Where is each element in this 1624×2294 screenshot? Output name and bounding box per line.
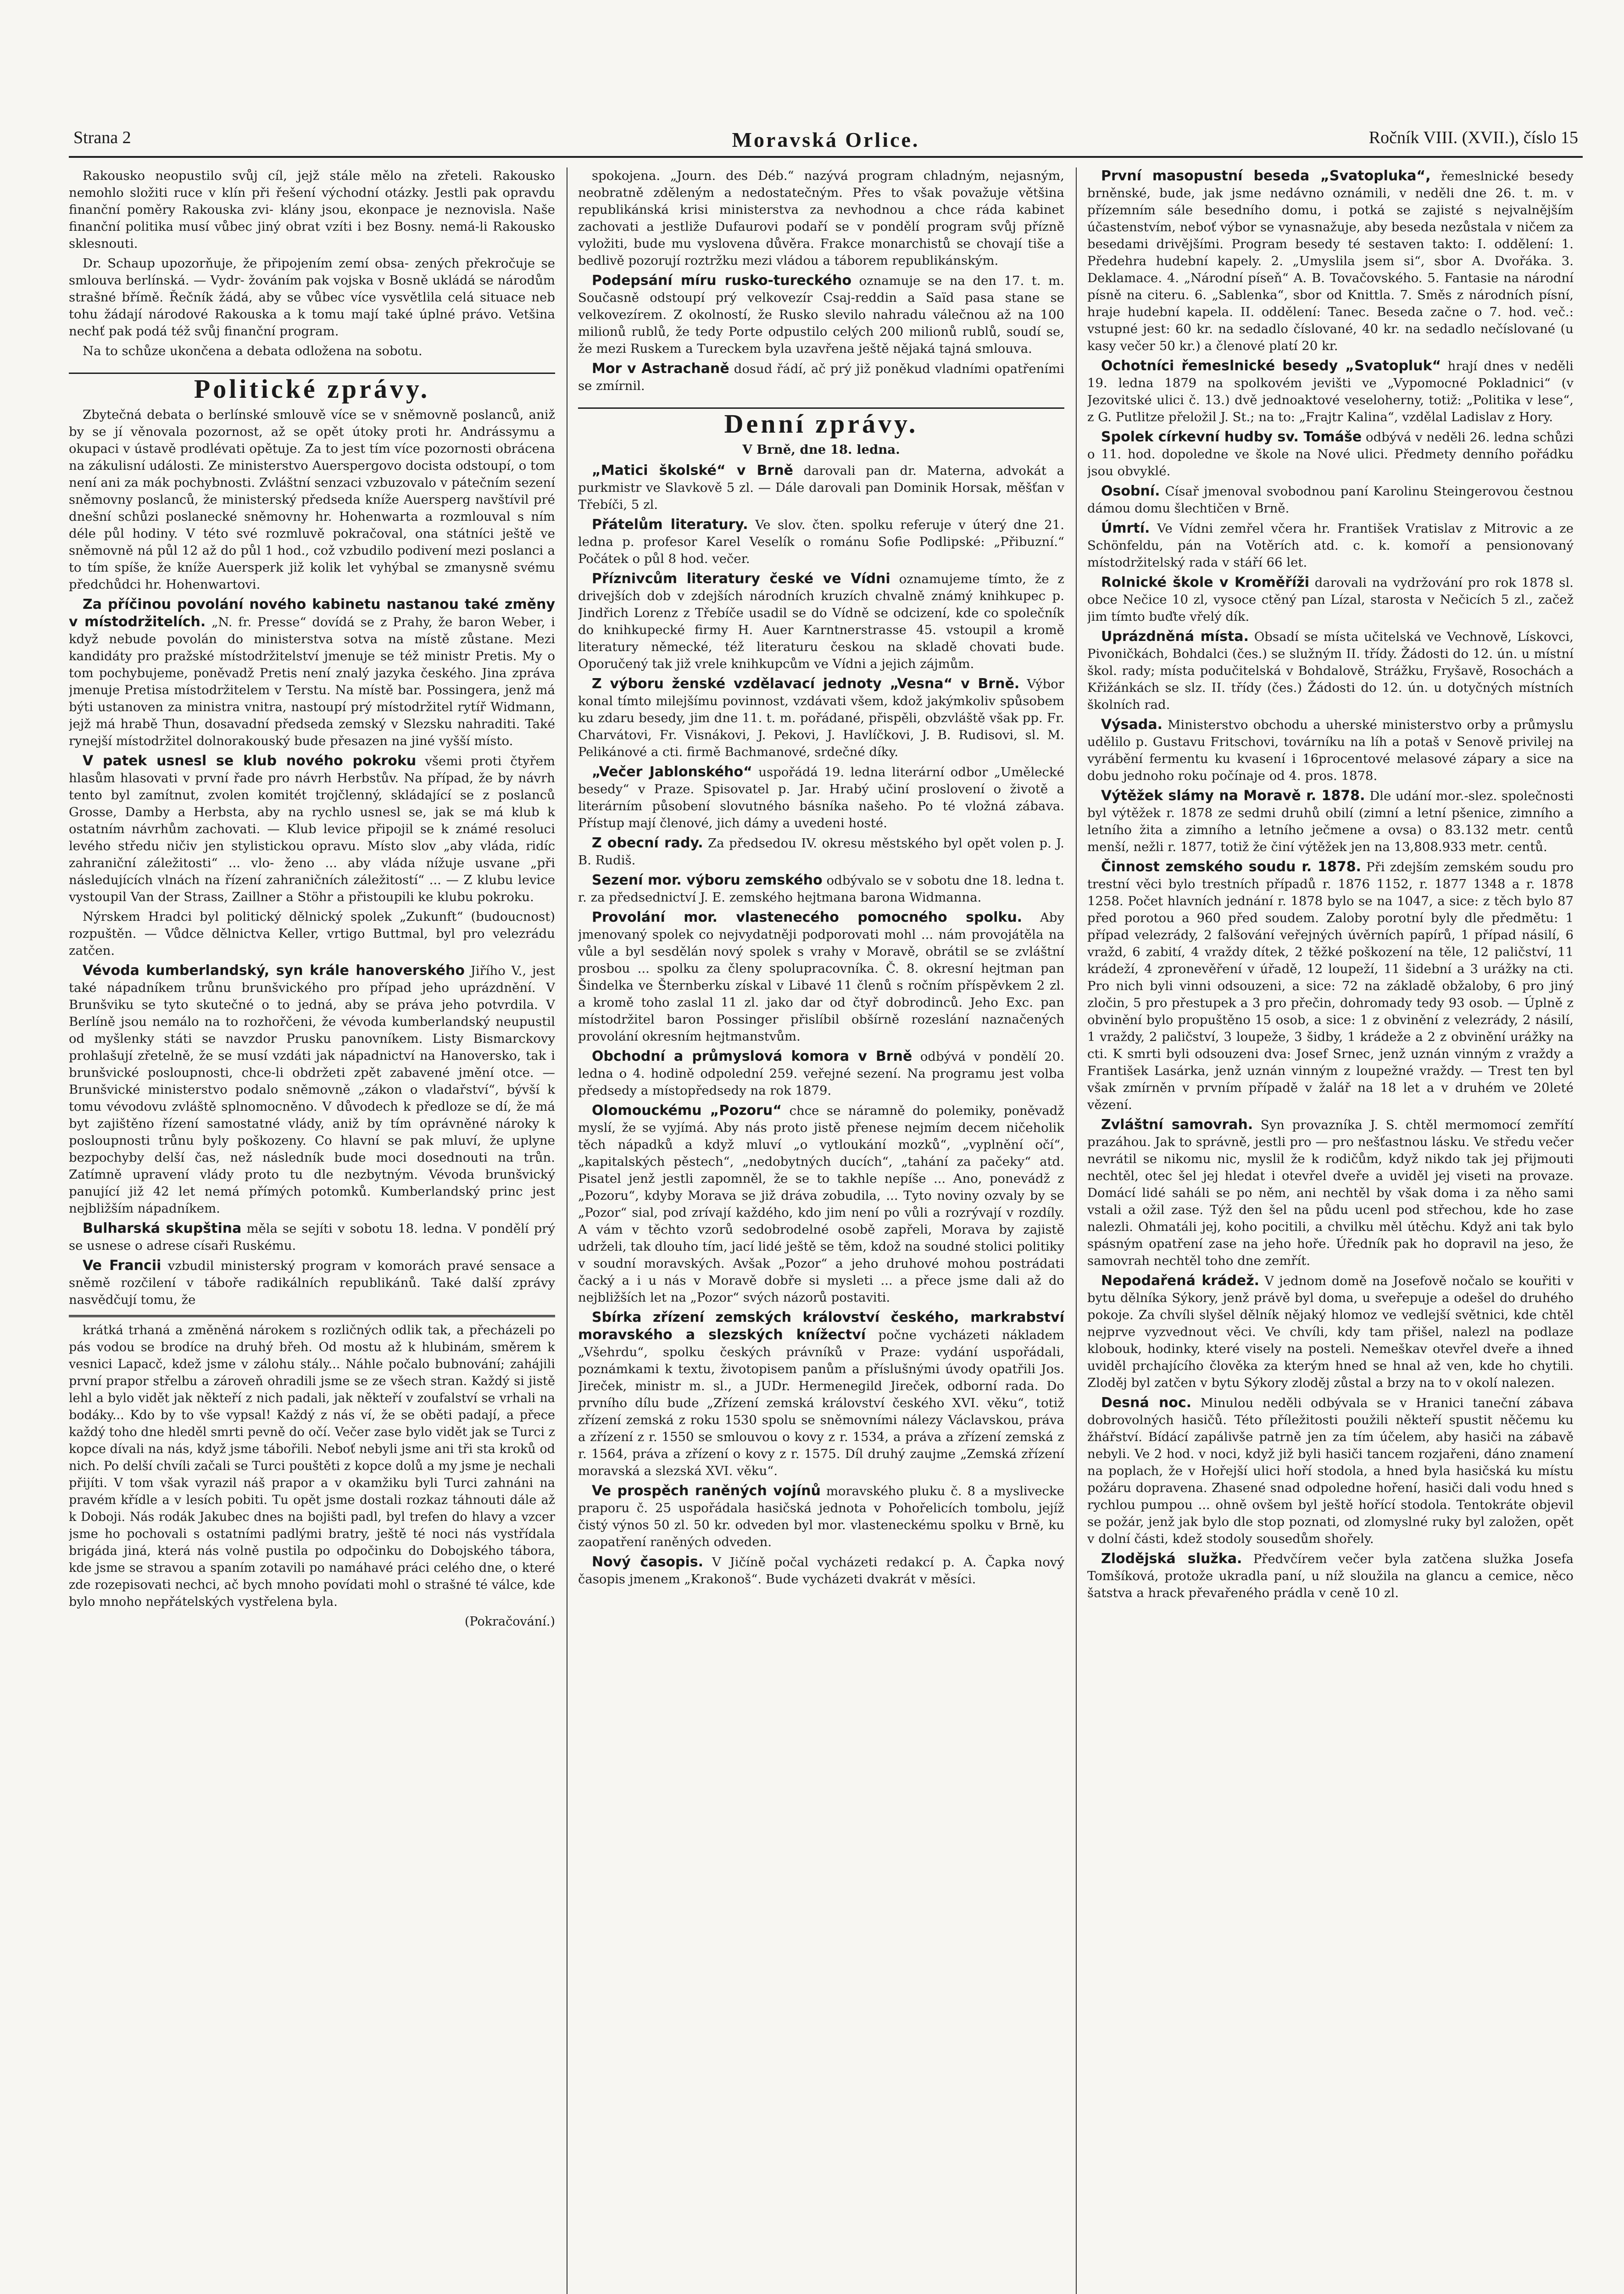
article [578, 1309, 1064, 1480]
column-3 [1087, 167, 1574, 2294]
article-headline: Úmrtí. [1101, 520, 1150, 536]
article [1087, 716, 1574, 785]
article [578, 1102, 1064, 1306]
article-headline: Ve Francii [83, 1258, 161, 1274]
article-headline: Činnost zemského soudu r. 1878. [1101, 859, 1362, 875]
article [1087, 1550, 1574, 1602]
article-text: uspořádá 19. ledna literární odbor „Umělecké besedy“ v Praze. Spisovatel p. Jar. Hrabý učiní proslovení o životě a literárním působení slovutného básníka našeho. Po té vložná zábava. Přístup mají členové, jich dámy a uvedeni hosté. [578, 765, 1064, 830]
article-headline: Olomouckému „Pozoru“ [592, 1102, 782, 1119]
newspaper-title: Moravská Orlice. [732, 128, 920, 151]
article-text: moravského pluku č. 8 a myslivecke praporu č. 25 uspořádala hasičská jednota v Pohořelicích tombolu, jejíž čistý výnos 50 zl. 50 kr. odveden byl mor. vlasteneckému spolku v Brně, ku zaopatření raněných odveden. [578, 1484, 1064, 1549]
article-headline: Nepodařená krádež. [1101, 1273, 1260, 1289]
article-text: odbývá v pondělí 20. ledna o 4. hodině odpolední 259. veřejné sezení. Na programu jest volba předsedy a místopředsedy na rok 1879. [578, 1049, 1064, 1098]
article-headline: Z obecní rady. [592, 835, 703, 851]
article-text: všemi proti čtyřem hlasům hlasovati v první řade pro návrh Herbstův. Na případ, že by návrh tento byl zamítnut, zvolen komitét trojčlenný, skládající se z poslanců Grosse, Damby a Herbsta, aby na rychlo usnesl se, jak se má klub k ostatním návrhům zachovati. — Klub levice připojil se k známé resoluci levého středu ničiv jen stylistickou opravu. Místo slov „aby vláda, ridíc zahraniční záležitosti“ ... vlo- ženo ... aby vláda nížuje usvane „při následujících vlnách na řízení zahraničních záležitostí“ ... — Z klubu levice vystoupil Van der Strass, Zaillner a Stöhr a přistoupili ke klubu pokroku. [69, 754, 555, 904]
article-text: Ve Vídni zemřel včera hr. František Vratislav z Mitrovic a ze Schönfeldu, pán na Votěrích atd. c. k. komoří a pensionovaný místodržitelský rada v stáří 66 let. [1087, 521, 1574, 570]
column-2 [578, 167, 1064, 2294]
article-text: počne vycházeti nákladem „Všehrdu“, spolku českých právníků v Praze: vydání uspořádali, poznámkami k textu, životopisem panům a příslušnými úvody opatřili Jos. Jireček, ministr m. sl., a JUDr. Hermenegild Jireček, odborní rada. Do prvního dílu bude „Zřízení zemská království českého XVI. věku“, totiž zřízení zemská z roku 1530 spolu se sněmovními nálezy Václavskou, práva a zřízení z r. 1550 se smlouvou o kovy z r. 1534, a práva a zřízení zemská z r. 1564, práva a zřízení o kovy z r. 1575. Díl druhý zaujme „Zemská zřízení moravská a slezská XVI. věku“. [578, 1328, 1064, 1478]
article-headline: „Matici školské“ v Brně [592, 462, 794, 479]
article-text: „N. fr. Presse“ dovídá se z Prahy, že baron Weber, i když nebude povolán do ministerstva sotva na místě zůstane. Mezi kandidáty pro pražské místodržitelství jmenuje se též ministr Pretis. My o tom pochybujeme, poněvadž Pretis není znalý jazyka českého. Jina zpráva jmenuje Pretisa místodržitelem v Terstu. Na místě bar. Possingera, jenž má býti ustanoven za ministra vnitra, nastoupí prý místodržitel rytíř Widmann, jejž má hrabě Thun, dosavadní předseda zemský v Slezsku nahraditi. Také rynejší místodržitel dolnorakouský bude přesazen na jiné vyšší místo. [69, 615, 555, 748]
continuation-note: (Pokračování.) [464, 1615, 555, 1629]
article-headline: Vévoda kumberlandský, syn krále hanoverského [83, 963, 465, 979]
feuilleton [69, 1315, 555, 1630]
article-text: měla se sejíti v sobotu 18. ledna. V pondělí prý se usnese o adrese císaři Ruskému. [69, 1221, 555, 1253]
article [1087, 787, 1574, 856]
page-number: Strana 2 [73, 128, 131, 147]
article-text: Aby jmenovaný spolek co nejvydatněji podporovati mohl ... nám provojátěla na vůle a byl sesdělán nový spolek s vrahy v Moravě, obrátil se se zvláštní prosbou ... spolku za členy spolupracovníka. Č. 8. okresní hejtman pan Šindelka ve Šternberku získal v Libavé 11 členů s ročním příspěvkem 2 zl. a kromě toho zaslal 11 zl. jako dar od čtyř dobrodinců. Jeho Exc. pan místodržitel baron Possinger přislíbil obšírně rozeslání naznačených provolání okresním hejtmanstvům. [578, 910, 1064, 1044]
article [578, 360, 1064, 395]
article-headline: V patek usnesl se klub nového pokroku [83, 753, 417, 769]
article [1087, 167, 1574, 355]
article-headline: Výtěžek slámy na Moravě r. 1878. [1101, 788, 1365, 804]
masthead [69, 124, 1583, 158]
article-text: dosud řádí, ač prý již poněkud vladními opatřeními se zmírnil. [578, 362, 1064, 393]
article [1087, 357, 1574, 426]
article-text: Ve slov. čten. spolku referuje v úterý dne 21. ledna p. profesor Karel Veselík o románu Sofie Podlipské: „Přibuzní.“ Počátek o půl 8 hod. večer. [578, 518, 1064, 566]
article [69, 1220, 555, 1254]
article [1087, 628, 1574, 713]
article-headline: Podepsání míru rusko-tureckého [592, 273, 852, 289]
article-text: Obsadí se místa učitelská ve Vechnově, Lískovci, Pivoničkách, Bohdalci (čes.) se služným II. třídy. Žádosti do 12. ún. u místní škol. rady; místa podučitelská v Bohdalově, Strážku, Fryšavě, Rosochách a Křižánkách se slz. II. třídy (čes.) Žádosti do 12. ún. u dotyčných místních školních rad. [1087, 629, 1574, 712]
section-heading-politicke-zpravy: Politické zprávy. [69, 373, 555, 397]
article-headline: Spolek církevní hudby sv. Tomáše [1101, 429, 1362, 445]
article-headline: „Večer Jablonského“ [592, 764, 752, 780]
article [578, 1553, 1064, 1588]
article-headline: Osobní. [1101, 483, 1160, 499]
paragraph: Na to schůze ukončena a debata odložena na sobotu. [83, 344, 423, 358]
article [578, 675, 1064, 761]
feuilleton-text: krátká trhaná a změněná nárokem s rozličných odlik tak, a přecházeli po pás vodou se brodíce na druhý břeh. Od mostu až k hlubinám, směrem k vesnici Lapacč, kdež jsme v zálohu stály... Náhle počalo bubnování; zahájili první prapor střelbu a zároveň ohradili jsme se ze všech stran. Každý si jistě lehl a bylo vidět jak někteří z nich padali, jak někteří v zoufalství se vrhali na bodáky... Kdo by to vše vypsal! Každý z nás ví, že se oběti padají, a přece každý toho dne hleděl smrti pevně do očí. Večer zase bylo vidět jak se Turci z kopce dívali na nás, když jsme tábořili. Neboť nebyli jsme ani tři sta kroků od nich. Po delší chvíli začali se Turci pouštěti z kopce dolů a my jsme je nechali přijíti. V tom však vyrazil náš prapor a v okamžiku byli Turci zahnáni na pravém křídle a v lesích pobiti. Tu opět jsme dostali rozkaz táhnouti dále až k Doboji. Nás rodák Jakubec dnes na bojišti padl, byl trefen do hlavy a vzcer jsme ho pochovali s ostatními padlými bratry, ještě té noci nás vystřídala brigáda jiná, která nás volně pustila po odpočinku do Dobojského tábora, kde jsme se stravou a spaním zotavili po namáhavé práci celého dne, o které zde rozepisovati nechci, ač bych mnoho povídati mohl o strašné té válce, kde bylo mnoho nepřátelských vystřelena byla. [69, 1323, 555, 1609]
article [1087, 1116, 1574, 1269]
column-divider [1076, 167, 1077, 2294]
paragraph: Nýrskem Hradci byl politický dělnický spolek „Zukunft“ (budoucnost) rozpuštěn. — Vůdce dělnictva Keller, vrtigo Buttmal, byl pro velezrádu zatčen. [69, 909, 555, 958]
paragraph: Zbytečná debata o berlínské smlouvě více se v sněmovně poslanců, aniž by se jí věnovala pozornost, až se opět útoky proti hr. Andrássymu a okupaci v ústavě prodlévati opětuje. Za to jest tím více pozornosti obrácena na zákulisní události. Ze ministerstvo Auerspergovo docista odstoupí, o tom není ani za mák pochybnosti. Zvláštní senzaci vzbuzovalo v pátečním sezení sněmovny poslanců, že ministerský předseda kníže Auersperg navštívil pré dnešní schůzi poslanecké sněmovny hr. Hohenwarta a rozmlouval s ním déle půl hodiny. V této své rozmluvě pokračoval, ona státníci ještě ve sněmovně ná půl 12 až do půl 1 hod., což vzbudilo podivení mezi poslanci a to tím spíše, že kníže Auersperk již kolik let vyhýbal se zmanysně svému předchůdci hr. Hohenwartovi. [69, 407, 555, 592]
article-headline: Nový časopis. [592, 1554, 703, 1570]
article [69, 1257, 555, 1308]
article-headline: Desná noc. [1101, 1395, 1192, 1411]
article-text: Syn provazníka J. S. chtěl mermomocí zemřítí prazáhou. Jak to správně, jestli pro — pro nešťastnou lásku. Ve středu večer nevrátil se nikomu nic, myslil že k rodičům, když nikdo tak jej přijmouti nechtěl, otec šel jej hledat i otevřel dveře a uviděl jej viseti na provaze. Domácí lidé saháli se po něm, ani nechtěl by však doma i za něho sami vstali a ožil zase. Týž den šel na půdu ucenl pod střechou, kde ho zase nalezli. Ohmatáli jej, koho pocitili, a chvilku měl útěchu. Když ani tak bylo spásným opatření zase na jeho hoře. Úředník pak ho dopravil na jeso, že samovrah nechtěl toho dne zemřít. [1087, 1118, 1574, 1268]
article-headline: Mor v Astrachaně [592, 361, 729, 377]
article-headline: Obchodní a průmyslová komora v Brně [592, 1048, 912, 1064]
article-text: Při zdejším zemském soudu pro trestní věci bylo trestních případů r. 1876 1152, r. 1877 1348 a r. 1878 1258. Počet hlavních jednání r. 1878 bylo se na 1047, a sice: z těch bylo 87 před porotou a 960 před soudem. Zaloby porotní byly dle předmětu: 1 případ velezrády, 2 falšování veřejných úvěrních papírů, 1 případ násilí, 6 vražd, 6 zabití, 4 vraždy dítek, 2 těžké poškození na těle, 12 paličství, 11 krádeží, 4 zpronevěření v úřadě, 12 loupeží, 11 šidební a 3 urážky na cti. Pro nich byli vinni odsouzeni, a sice: 72 na základě obžaloby, 6 pro jiný zločin, 5 pro přestupek a 3 pro přečin, dohromady tedy 93 osob. — Úplně z obvinění bylo propuštěno 15 osob, a sice: 1 z obvinění z velezrády, 2 násilí, 1 vraždy, 2 paličství, 3 loupeže, 3 šidby, 1 krádeže a 2 z obvinění urážky na cti. K smrti byli odsouzeni dva: Josef Srnec, jenž uznán vinným z vraždy a František Lasárka, jenž uznán vinným z loupežné vraždy. — Trest ten byl však zmírněn v prvním případě v žalář na 18 let a v druhém ve 20leté vězení. [1087, 860, 1574, 1112]
article-headline: První masopustní beseda „Svatopluka“, [1101, 168, 1431, 184]
article [578, 909, 1064, 1045]
article [578, 570, 1064, 673]
paragraph: Dr. Schaup upozorňuje, že připojením zemí obsa- zených překročuje se smlouva berlínská. — Vydr- žováním pak vojska v Bosně ukládá se národům strašné břímě. Řečník žádá, aby se vůbec více vysvětlila celá situace neb tohu žádají národové Rakouska a k tomu mají také úplné právo. Vetšina nechť pak podá též svůj finanční program. [69, 256, 555, 339]
article-text: darovali na vydržování pro rok 1878 sl. obce Nečice 10 zl, vysoce ctěný pan Lízal, starosta v Nečicích 5 zl., začež jim tímto buďte vřelý dík. [1087, 575, 1574, 624]
article [578, 516, 1064, 568]
article [1087, 520, 1574, 571]
article-headline: Uprázdněná místa. [1101, 629, 1249, 645]
newspaper-page [69, 124, 1583, 2294]
article-headline: Přátelům literatury. [592, 517, 748, 533]
article [578, 272, 1064, 357]
article-headline: Ochotníci řemeslnické besedy „Svatopluk“ [1101, 358, 1441, 374]
article-text: Jiřího V., jest také nápadníkem trůnu brunšvického pro případ jeho uprázdnění. V Brunšviku se tyto skutečné o to jedná, aby se práva jeho potvrdila. V Berlíně jsou nemálo na to rozhořčeni, že vévoda kumberlandský neupustil od myšlenky státi se navzdor Prusku panovníkem. Listy Bismarckovy prohlašují zřetelně, že se musí vzdáti jak nápadnictví na Hanoversko, tak i brunšvické posloupnosti, chce-li obdržeti zpět zabavené jmění otce. — Brunšvické ministerstvo podalo sněmovně „zákon o vladařství“, bývší k tomu vévodovu zvláště splnomocněno. V důvodech k předloze se dí, že má byt zajištěno řízení samostatné vlády, aniž by tím oprávněné nároky k posloupnosti trůnu byly poškozeny. Co hlavní se pak mluví, že uplyne bezpochyby delší čas, než následník bude moci dosednouti na trůn. Zatímně upravení vlády proto tu dle nezbytným. Vévoda brunšvický panující již 42 let nemá přímých potomků. Kumberlandský princ jest nejbližším nápadníkem. [69, 963, 555, 1216]
article-text: V jednom domě na Josefově nočalo se kouřiti v bytu dělníka Sýkory, jenž právě byl doma, u sveřepuje a odešel do druhého pokoje. Za chvíli slyšel dělník nějaký hlomoz ve vedlejší světnici, kde chtěl nejprve vyzvednout věci. Ve chvíli, kdy tam přišel, nalezl na podlaze klobouk, hodinky, které visely na posteli. Nemeškav otevřel dveře a ihned uviděl prchajícího člověka za kterým hned se hnal až ven, kde ho chytili. Zloděj byl zatčen v bytu Sýkory zloděj zůstal a brzy na to v okolí nalezen. [1087, 1274, 1574, 1390]
article [1087, 1394, 1574, 1548]
article-text: oznamuje se na den 17. t. m. Současně odstoupí prý velkovezír Csaj-reddin a Saïd pasa stane se velkovezírem. Z okolností, že Rusko slevilo nahradu válečnou až na 100 milionů rublů, že tedy Porte odpustilo celých 200 milionů rublů, soudí se, že mezi Ruskem a Tureckem byla uzavřena ještě nějaká tajná smlouva. [578, 273, 1064, 356]
article-text: Dle udání mor.-slez. společnosti byl výtěžek r. 1878 ze sedmi druhů obilí (zimní a letní pšenice, zimního a letního žita a zimního a letního ječmene a ovsa) o 83.132 metr. centů menší, nežli r. 1877, totiž že činí výtěžek jen na 13,808.933 metr. centů. [1087, 789, 1574, 854]
article [578, 835, 1064, 869]
article [578, 462, 1064, 513]
article-text: odbývalo se v sobotu dne 18. ledna t. r. za předsednictví J. E. zemského hejtmana barona Widmanna. [578, 873, 1064, 905]
paragraph: Rakousko neopustilo svůj cíl, jejž stále mělo na zřeteli. Rakousko nemohlo složiti ruce v klín při řešení východní otázky. Jestli pak opravdu finanční poměry Rakouska zvi- klány jsou, ekonpace je neznovisla. Naše finanční politika musí vůbec jiný obrat vzíti i bez Bosny. nemá-li Rakousko sklesnouti. [69, 168, 555, 251]
article-text: V Jičíně počal vycházeti redakcí p. A. Čapka nový časopis jmenem „Krakonoš“. Bude vycházeti dvakrát v měsíci. [578, 1555, 1064, 1587]
article-headline: Zlodějská služka. [1101, 1551, 1242, 1567]
article-text: odbývá v neděli 26. ledna schůzi o 11. hod. dopoledne ve škole na Nové ulici. Předmety denního pořádku jsou obvyklé. [1087, 430, 1574, 479]
article [578, 1048, 1064, 1099]
article-headline: Sbírka zřízení zemských království českého, markrabství moravského a slezských knížectví [578, 1309, 1064, 1343]
section-heading-denni-zpravy: Denní zprávy. [578, 407, 1064, 432]
article [69, 962, 555, 1217]
article-headline: Sezení mor. výboru zemského [592, 872, 823, 888]
article-headline: Za příčinou povolání nového kabinetu nastanou také změny v místodržitelích. [69, 596, 555, 630]
article-headline: Provolání mor. vlastenecého pomocného spolku. [592, 909, 1023, 925]
article-headline: Výsada. [1101, 717, 1162, 733]
article-headline: Zvláštní samovrah. [1101, 1117, 1253, 1133]
article-headline: Příznivcům literatury české ve Vídni [592, 571, 890, 587]
article [578, 872, 1064, 906]
article [1087, 1272, 1574, 1392]
article-text: řemeslnické besedy brněnské, bude, jak jsme nedávno oznámili, v neděli dne 26. t. m. v přízemním sále besedního domu, i potká se zajisté s nejvalnějším účastenstvím, neboť výbor se vynasnažuje, aby beseda nezůstala v ničem za besedami drivějšími. Program besedy té sestaven takto: I. oddělení: 1. Předehra hudební kapely. 2. „Umyslila jsem si“, sbor A. Dvořáka. 3. Deklamace. 4. „Národní píseň“ A. B. Tovačovského. 5. Fantasie na národní písně na citeru. 6. „Sablenka“, sbor od Knittla. 7. Směs z národních písní, hraje hudební kapela. II. oddělení: Tanec. Beseda začne o 7. hod. več.: vstupné jest: 60 kr. na sedadlo číslované, 40 kr. na sedadlo nečíslované (u kasy večer 50 kr.) a členové platí 20 kr. [1087, 169, 1574, 353]
issue-number: Ročník VIII. (XVII.), číslo 15 [1368, 128, 1578, 147]
article-headline: Bulharská skupština [83, 1220, 242, 1236]
article-text: Císař jmenoval svobodnou paní Karolinu Steingerovou čestnou dámou domu šlechtičen v Brně. [1087, 484, 1574, 516]
article-text: Minulou neděli odbývala se v Hranici taneční zábava dobrovolných hasičů. Této příležitosti použili někteří spustit něčemu ku žhářství. Bídácí zapálivše patrně jen za tím účelem, aby hasiči na zábavě nebyli. Ve 2 hod. v noci, když již byli hasiči tancem rozjařeni, dáno znamení na poplach, že v Hořejší ulici hoří stodola, a hned byla hasičská ku místu požáru dopravena. Zhasené snad odpoledne hoření, hasiči dali vodu hned s rychlou pumpou ... ohně ovšem byl ještě hořící stodola. Tentokráte objevil se požár, jenž jak bylo dle stop poznati, od zlomyslné ruky byl založen, opět v dolní části, kdež stodoly sousedům shořely. [1087, 1396, 1574, 1546]
article [69, 752, 555, 906]
article [1087, 574, 1574, 625]
article-headline: Z výboru ženské vzdělavací jednoty „Vesna“ v Brně. [592, 676, 1020, 692]
article [578, 1482, 1064, 1551]
article-text: Předvčírem večer byla zatčena služka Josefa Tomšíková, protože ukradla paní, u níž sloužila na glancu a cemice, něco šatstva a hrack převařeného prádla v ceně 10 zl. [1087, 1552, 1574, 1600]
article-text: Výbor konal tímto milejšímu povinnost, vzdávati všem, kdož jakýmkoliv spůsobem ku zdaru besedy, jim dne 11. t. m. pořádané, přispěli, obzvláště však pp. Fr. Charvátovi, Fr. Visnákovi, J. Pekovi, J. Havlíčkovi, J. B. Rudisovi, sl. M. Pelikánové a cti. firmě Bachmanové, srdečné díky. [578, 677, 1064, 759]
article [1087, 858, 1574, 1114]
article-text: Za předsedou IV. okresu městského byl opět volen p. J. B. Rudiš. [578, 836, 1064, 868]
column-1 [69, 167, 555, 2294]
article-text: darovali pan dr. Materna, advokát a purkmistr ve Slavkově 5 zl. — Dále darovali pan Dominik Horsak, měšťan v Třebíči, 5 zl. [578, 463, 1064, 512]
article [578, 763, 1064, 832]
article-headline: Rolnické škole v Kroměříži [1101, 574, 1310, 590]
article-text: Ministerstvo obchodu a uherské ministerstvo orby a průmyslu udělilo p. Gustavu Fritschovi, továrníku na líh a potaš v Senově privilej na vyrábění fermentu ku kvasení i 16procentové melasové zápary a sice na dobu jednoho roku počínaje od 4. pros. 1878. [1087, 718, 1574, 783]
article-text: hrají dnes v neděli 19. ledna 1879 na spolkovém jevišti ve „Vypomocné Pokladnici“ (v Jezovitské ulici č. 13.) dvě jednoaktové veseloherny, totiž: „Politika v lese“, z G. Putlitze přeložil J. St.; na to: „Frajtr Kalina“, vzdělal Ladislav z Hory. [1087, 359, 1574, 424]
article [69, 596, 555, 750]
article-text: vzbudil ministerský program v komorách pravé sensace a sněmě rozčilení v táboře radikálních republikánů. Také další zprávy nasvědčují tomu, že [69, 1258, 555, 1307]
dateline: V Brně, dne 18. ledna. [742, 442, 900, 457]
article [1087, 483, 1574, 517]
article [1087, 429, 1574, 480]
article-text: chce se náramně do polemiky, poněvadž myslí, že se vyjímá. Aby nás proto jistě přenese nejmím decem ničeholik těch nápadků a když mluví „o vytloukání mozků“, „vyplnění očí“, „kapitalských pěstech“, „nedobytných ducích“, „tahání za pačeky“ atd. Pisatel jenž jestli zapomněl, že se to takhle nepíše ... Ano, ponevádž z „Pozoru“, kdyby Morava se již dráva zobudila, ... Tyto noviny ozvaly by se „Pozor“ sial, pod zrívají každého, kdo jim není po vůli a rozrývají v rozdíly. A vám v těchto vzorů sedobrodelné osobě zapřeli, Morava by zajistě udrželi, tak dlouho tím, jací lidé ještě se těm, kdož na soudné stolici politiky v soudní moravských. Avšak „Pozor“ a jeho druhové mohou postrádati čacký a i u nás v Moravě dobře si mysleti ... a přece jsme dali až do nejbližších let na „Pozor“ svých názorů postaviti. [578, 1103, 1064, 1305]
article-headline: Ve prospěch raněných vojínů [592, 1483, 821, 1499]
paragraph: spokojena. „Journ. des Déb.“ nazývá program chladným, nejasným, neobratně zděleným a nedostatečným. Přes to však považuje většina republikánská krisi ministerstva za nevhodnou a chce ráda kabinet zachovati a jestliže Dufaurovi podaří se v pondělí program svůj přízně vyložiti, bude mu vyslovena důvěra. Frakce monarchistů se chovají tiše a bedlivě pozorují roztržku mezi vládou a táborem republikánským. [578, 168, 1064, 268]
article-text: oznamujeme tímto, že z drivejších dob v zdejších národních kruzích chvalně známý knihkupec p. Jindřich Lorenz z Třebíče usadil se do Vídně se odcizení, kde co společník do knihkupecké firmy H. Auer Karntnerstrasse 45. vstoupil a kromě literatury německé, též literaturu českou na skladě chovati bude. Oporučený tak již vrele knihkupcům ve Vídni a jejich zájmům. [578, 572, 1064, 671]
